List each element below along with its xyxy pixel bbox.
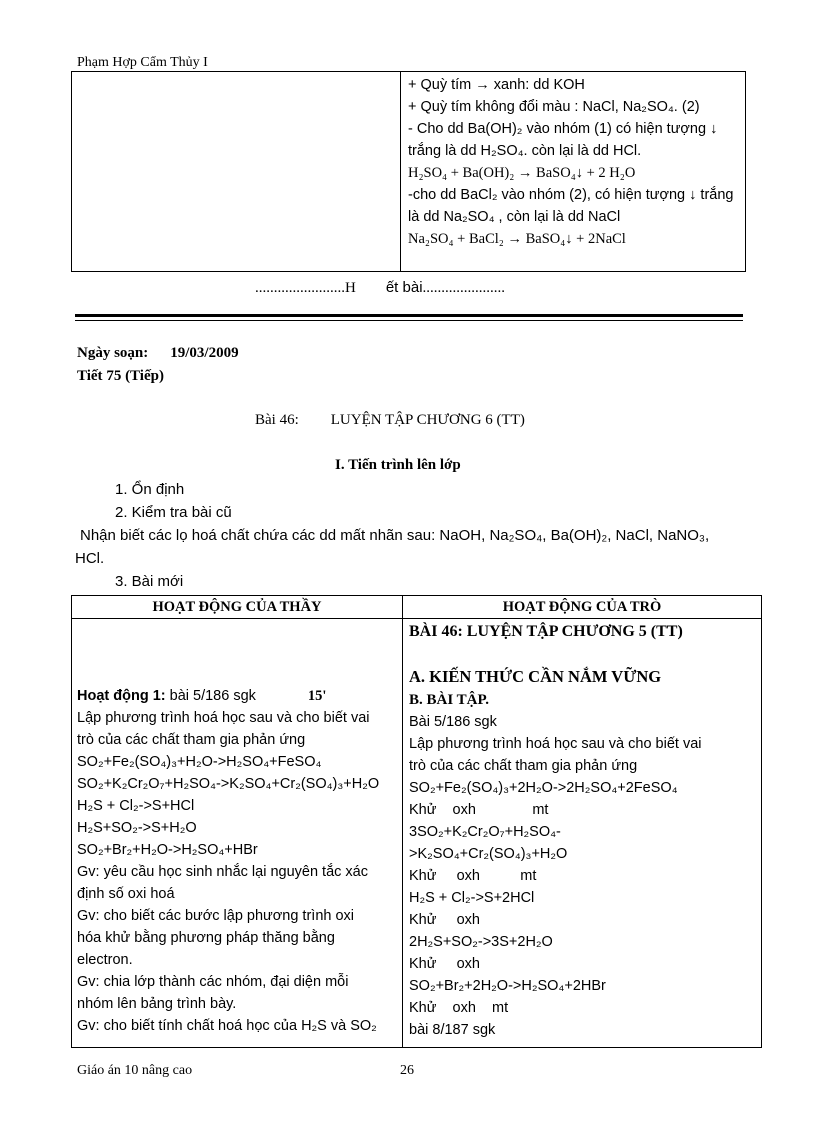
step-1: 1. Ổn định: [115, 481, 185, 498]
role-labels: Khử oxh mt: [409, 868, 537, 884]
activity-heading: Hoạt động 1: bài 5/186 sgk 15': [77, 688, 327, 704]
step-3: 3. Bài mới: [115, 573, 184, 590]
page-number: 26: [400, 1063, 414, 1078]
student-equation: H₂S + Cl₂->S+2HCl: [409, 890, 535, 906]
answer-table-left-cell: [72, 72, 401, 272]
student-line: trò của các chất tham gia phản ứng: [409, 758, 638, 774]
teacher-equation: SO₂+Fe₂(SO₄)₃+H₂O->H₂SO₄+FeSO₄: [77, 754, 322, 770]
footer-title: Giáo án 10 nâng cao: [77, 1063, 193, 1078]
role-labels: Khử oxh mt: [409, 1000, 509, 1016]
exercise-ref: bài 8/187 sgk: [409, 1022, 496, 1038]
teacher-line: nhóm lên bảng trình bày.: [77, 996, 237, 1012]
teacher-equation: H₂S+SO₂->S+H₂O: [77, 820, 197, 836]
teacher-line: Gv: chia lớp thành các nhóm, đại diện mỗi: [77, 974, 349, 990]
exercise-ref: Bài 5/186 sgk: [409, 714, 497, 730]
lesson-period: Tiết 75 (Tiếp): [77, 368, 164, 384]
section-title: I. Tiến trình lên lớp: [335, 457, 461, 473]
answer-table: [71, 71, 746, 272]
homework-question-cont: HCl.: [75, 550, 105, 567]
student-line: Lập phương trình hoá học sau và cho biết vai: [409, 736, 702, 752]
teacher-equation: H₂S + Cl₂->S+HCl: [77, 798, 195, 814]
answer-table-right-cell: [401, 72, 746, 272]
teacher-line: Gv: cho biết các bước lập phương trình oxi: [77, 908, 355, 924]
answer-line: là dd Na₂SO₄ , còn lại là dd NaCl: [408, 209, 621, 225]
teacher-line: Gv: cho biết tính chất hoá học của H₂S và SO₂: [77, 1018, 377, 1034]
role-labels: Khử oxh: [409, 956, 480, 972]
student-equation: 2H₂S+SO₂->3S+2H₂O: [409, 934, 553, 950]
role-labels: Khử oxh: [409, 912, 480, 928]
section-b-heading: B. BÀI TẬP.: [409, 692, 490, 708]
student-activity-cell: [403, 619, 762, 1048]
teacher-equation: SO₂+Br₂+H₂O->H₂SO₄+HBr: [77, 842, 258, 858]
step-2: 2. Kiểm tra bài cũ: [115, 504, 232, 521]
teacher-line: Lập phương trình hoá học sau và cho biết vai: [77, 710, 370, 726]
homework-question: Nhận biết các lọ hoá chất chứa các dd mất nhãn sau: NaOH, Na₂SO₄, Ba(OH)₂, NaCl, NaNO₃,: [80, 527, 710, 544]
activity-table: [71, 595, 762, 1048]
teacher-line: electron.: [77, 952, 133, 968]
teacher-line: trò của các chất tham gia phản ứng: [77, 732, 306, 748]
teacher-column-header: HOẠT ĐỘNG CỦA THẦY: [72, 596, 403, 619]
end-of-lesson-text: ........................H ết bài......................: [255, 279, 506, 296]
section-divider-thin: [75, 320, 743, 321]
section-divider: [75, 314, 743, 317]
answer-equation: Na₂SO₄ + BaCl₂ → BaSO₄↓ + 2NaCl: [408, 231, 626, 247]
answer-equation: H₂SO₄ + Ba(OH)₂ → BaSO₄↓ + 2 H₂O: [408, 165, 636, 181]
review-title: BÀI 46: LUYỆN TẬP CHƯƠNG 5 (TT): [409, 623, 683, 640]
role-labels: Khử oxh mt: [409, 802, 549, 818]
answer-line: + Quỳ tím không đổi màu : NaCl, Na₂SO₄. (2): [408, 99, 700, 115]
student-column-header: HOẠT ĐỘNG CỦA TRÒ: [403, 596, 762, 619]
answer-line: trắng là dd H₂SO₄. còn lại là dd HCl.: [408, 143, 642, 159]
student-equation: 3SO₂+K₂Cr₂O₇+H₂SO₄-: [409, 824, 561, 840]
student-equation: >K₂SO₄+Cr₂(SO₄)₃+H₂O: [409, 846, 568, 862]
teacher-line: Gv: yêu cầu học sinh nhắc lại nguyên tắc xác: [77, 864, 368, 880]
prep-date: Ngày soạn: 19/03/2009: [77, 345, 239, 361]
teacher-activity-cell: [72, 619, 403, 1048]
teacher-equation: SO₂+K₂Cr₂O₇+H₂SO₄->K₂SO₄+Cr₂(SO₄)₃+H₂O: [77, 776, 380, 792]
answer-line: + Quỳ tím → xanh: dd KOH: [408, 77, 585, 93]
lesson-title: Bài 46: LUYỆN TẬP CHƯƠNG 6 (TT): [255, 412, 525, 428]
student-equation: SO₂+Fe₂(SO₄)₃+2H₂O->2H₂SO₄+2FeSO₄: [409, 780, 678, 796]
teacher-line: định số oxi hoá: [77, 886, 175, 902]
answer-line: -cho dd BaCl₂ vào nhóm (2), có hiện tượng ↓ trắng: [408, 187, 734, 203]
teacher-line: hóa khử bằng phương pháp thăng bằng: [77, 930, 335, 946]
answer-line: - Cho dd Ba(OH)₂ vào nhóm (1) có hiện tượng ↓: [408, 121, 718, 137]
section-a-heading: A. KIẾN THỨC CẦN NẮM VỮNG: [409, 667, 662, 686]
page-header: Phạm Hợp Cẩm Thủy I: [77, 55, 208, 70]
student-equation: SO₂+Br₂+2H₂O->H₂SO₄+2HBr: [409, 978, 606, 994]
